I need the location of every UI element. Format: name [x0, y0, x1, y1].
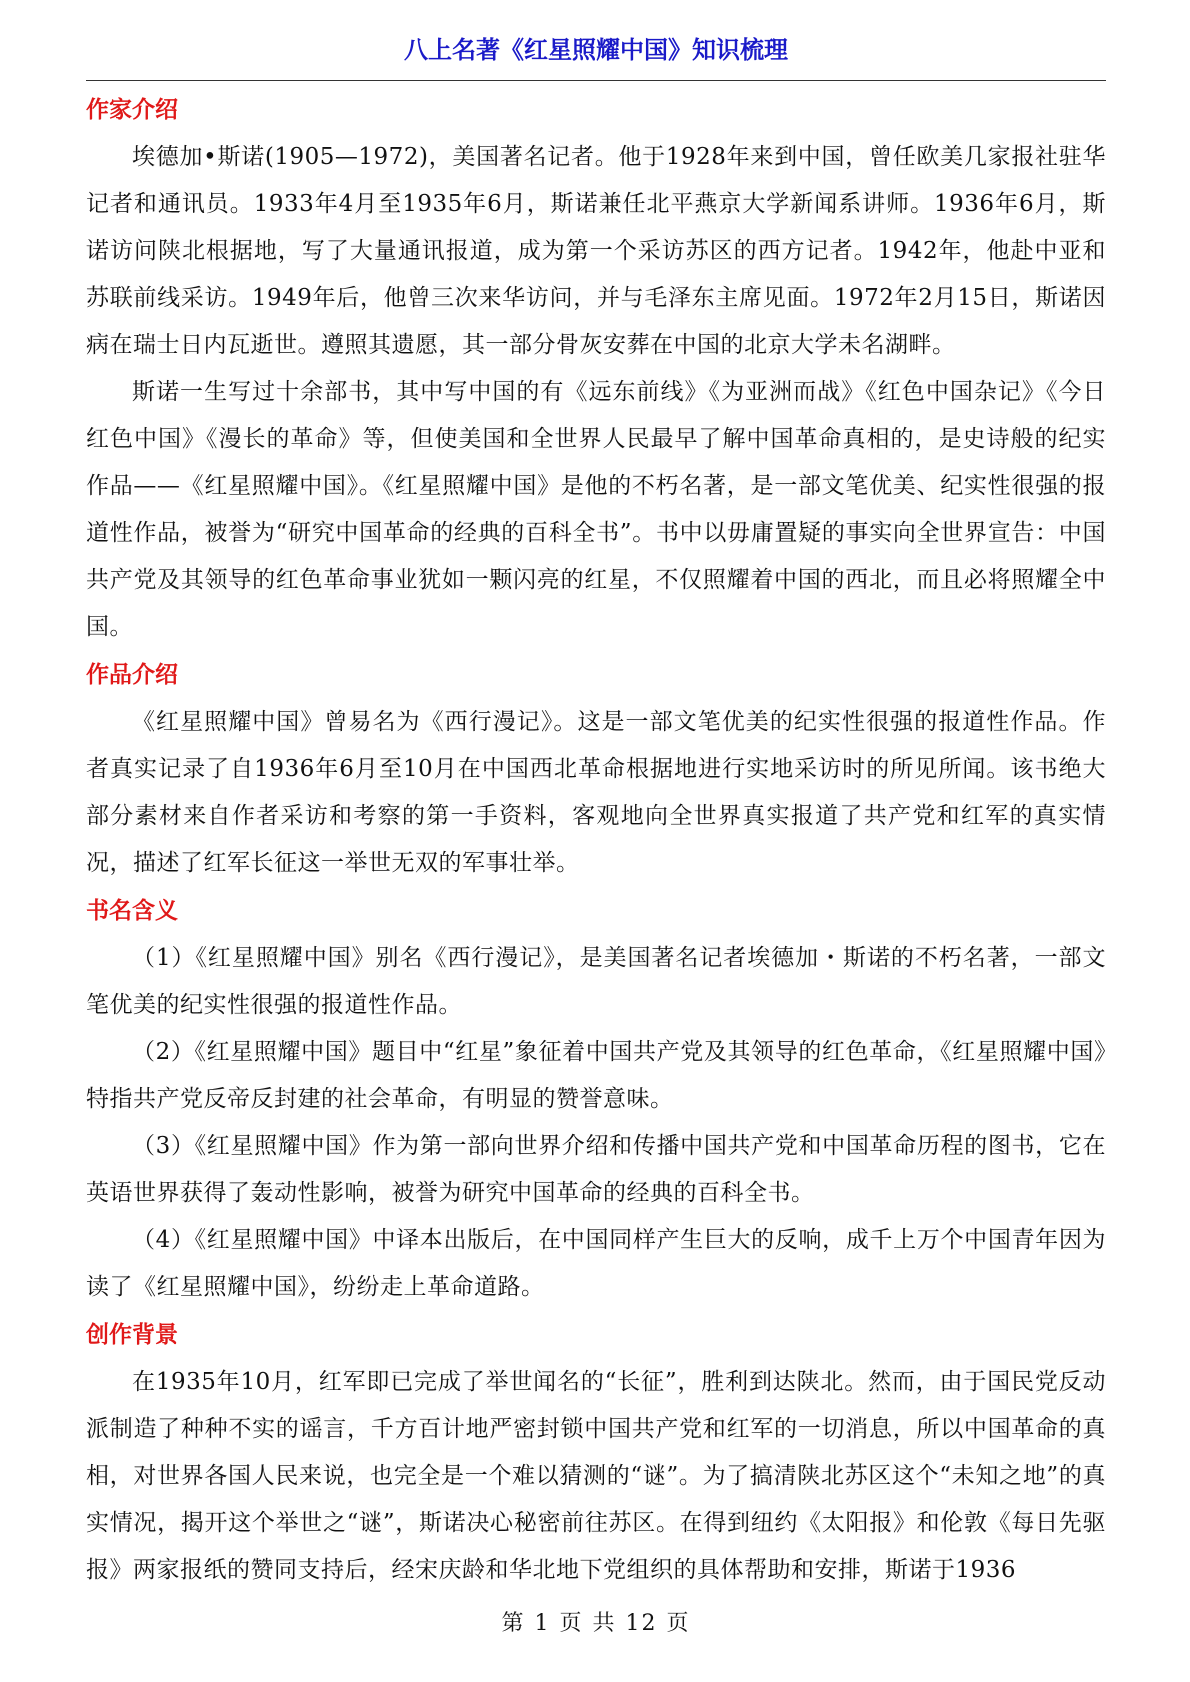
paragraph: 在1935年10月，红军即已完成了举世闻名的“长征”，胜利到达陕北。然而，由于国民党反动派制造了种种不实的谣言，千方百计地严密封锁中国共产党和红军的一切消息，所以中国革命的真相，对世界各国人民来说，也完全是一个难以猜测的“谜”。为了搞清陕北苏区这个“未知之地”的真实情况，揭开这个举世之“谜”，斯诺决心秘密前往苏区。在得到纽约《太阳报》和伦敦《每日先驱报》两家报纸的赞同支持后，经宋庆龄和华北地下党组织的具体帮助和安排，斯诺于1936 — [86, 1369, 1106, 1583]
page-number: 第 1 页 共 12 页 — [501, 1611, 691, 1636]
section-author — [86, 86, 1106, 651]
header-divider — [86, 80, 1106, 81]
paragraph: 埃德加•斯诺(1905—1972)，美国著名记者。他于1928年来到中国，曾任欧美几家报社驻华记者和通讯员。1933年4月至1935年6月，斯诺兼任北平燕京大学新闻系讲师。1936年6月，斯诺访问陕北根据地，写了大量通讯报道，成为第一个采访苏区的西方记者。1942年，他赴中亚和苏联前线采访。1949年后，他曾三次来华访问，并与毛泽东主席见面。1972年2月15日，斯诺因病在瑞士日内瓦逝世。遵照其遗愿，其一部分骨灰安葬在中国的北京大学未名湖畔。 — [86, 144, 1106, 358]
paragraph: （3）《红星照耀中国》作为第一部向世界介绍和传播中国共产党和中国革命历程的图书，它在英语世界获得了轰动性影响，被誉为研究中国革命的经典的百科全书。 — [86, 1133, 1106, 1206]
paragraph: 《红星照耀中国》曾易名为《西行漫记》。这是一部文笔优美的纪实性很强的报道性作品。作者真实记录了自1936年6月至10月在中国西北革命根据地进行实地采访时的所见所闻。该书绝大部分素材来自作者采访和考察的第一手资料，客观地向全世界真实报道了共产党和红军的真实情况，描述了红军长征这一举世无双的军事壮举。 — [86, 709, 1106, 876]
paragraph: （1）《红星照耀中国》别名《西行漫记》，是美国著名记者埃德加・斯诺的不朽名著，一部文笔优美的纪实性很强的报道性作品。 — [86, 945, 1106, 1018]
paragraph: 斯诺一生写过十余部书，其中写中国的有《远东前线》《为亚洲而战》《红色中国杂记》《今日红色中国》《漫长的革命》等，但使美国和全世界人民最早了解中国革命真相的，是史诗般的纪实作品——《红星照耀中国》。《红星照耀中国》是他的不朽名著，是一部文笔优美、纪实性很强的报道性作品，被誉为“研究中国革命的经典的百科全书”。书中以毋庸置疑的事实向全世界宣告：中国共产党及其领导的红色革命事业犹如一颗闪亮的红星，不仅照耀着中国的西北，而且必将照耀全中国。 — [86, 379, 1106, 640]
page-title: 八上名著《红星照耀中国》知识梳理 — [404, 36, 788, 64]
section-background — [86, 1311, 1106, 1594]
section-title-background: 创作背景 — [86, 1322, 178, 1348]
paragraph: （4）《红星照耀中国》中译本出版后，在中国同样产生巨大的反响，成千上万个中国青年因为读了《红星照耀中国》，纷纷走上革命道路。 — [86, 1227, 1106, 1300]
paragraph: （2）《红星照耀中国》题目中“红星”象征着中国共产党及其领导的红色革命，《红星照耀中国》特指共产党反帝反封建的社会革命，有明显的赞誉意味。 — [86, 1039, 1106, 1112]
section-title-work: 作品介绍 — [86, 662, 178, 688]
section-title-author: 作家介绍 — [86, 97, 178, 123]
section-work — [86, 651, 1106, 887]
section-title-book-name: 书名含义 — [86, 898, 178, 924]
section-title-meaning — [86, 887, 1106, 1311]
document-body — [86, 86, 1106, 1594]
